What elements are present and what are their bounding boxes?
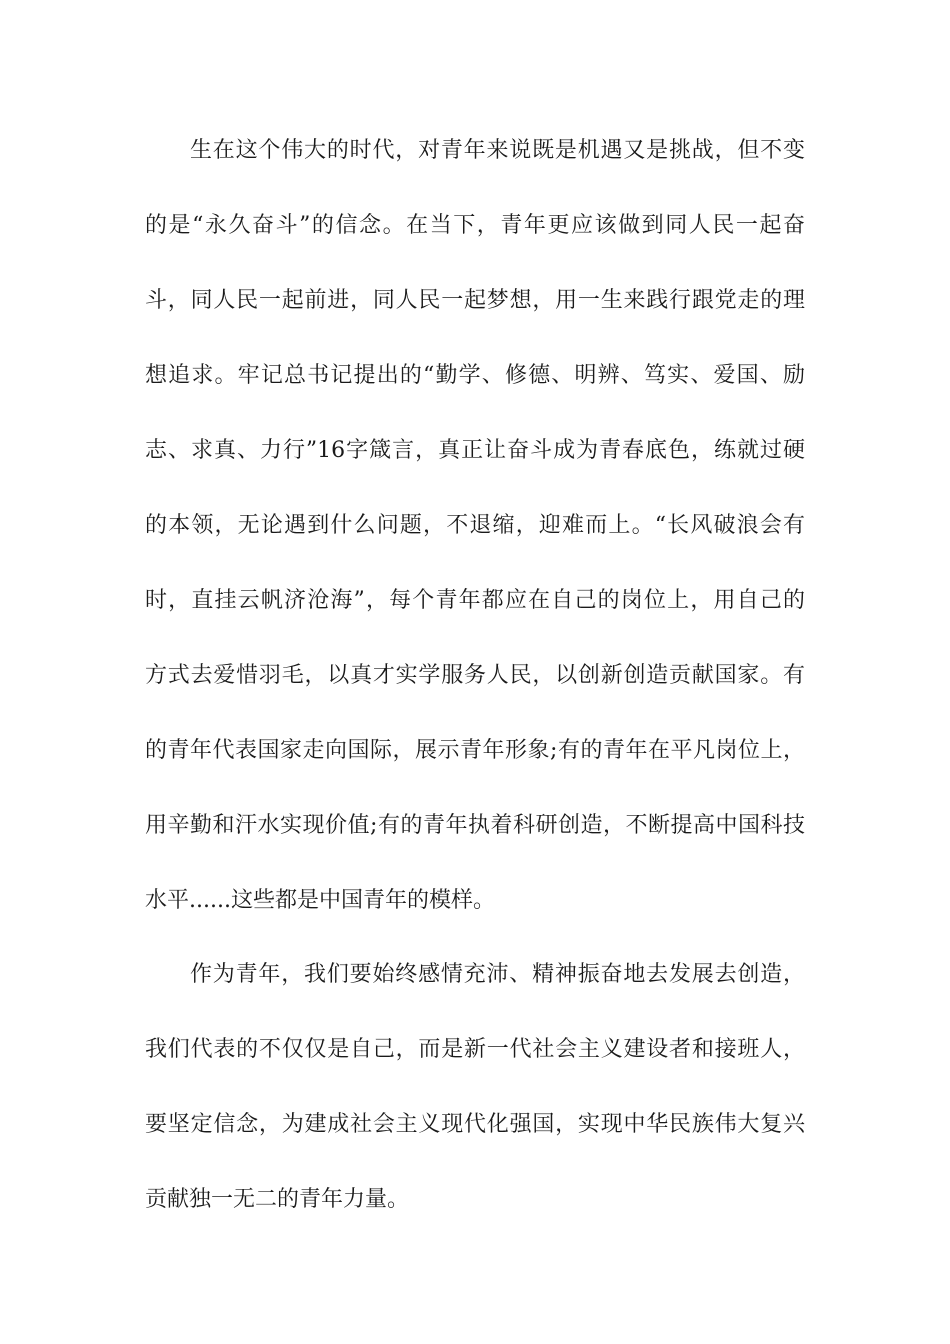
paragraph-line: 要坚定信念，为建成社会主义现代化强国，实现中华民族伟大复兴 <box>145 1112 805 1137</box>
paragraph-line: 水平......这些都是中国青年的模样。 <box>145 888 495 913</box>
paragraph-line: 的青年代表国家走向国际，展示青年形象;有的青年在平凡岗位上， <box>145 738 805 763</box>
paragraph-line: 想追求。牢记总书记提出的“勤学、修德、明辨、笃实、爱国、励 <box>145 363 805 388</box>
paragraph-line: 斗，同人民一起前进，同人民一起梦想，用一生来践行跟党走的理 <box>145 288 805 313</box>
paragraph-line: 用辛勤和汗水实现价值;有的青年执着科研创造，不断提高中国科技 <box>145 813 805 838</box>
paragraph-line: 时，直挂云帆济沧海”，每个青年都应在自己的岗位上，用自己的 <box>145 588 805 613</box>
paragraph-line: 的是“永久奋斗”的信念。在当下，青年更应该做到同人民一起奋 <box>145 213 805 238</box>
paragraph-line: 的本领，无论遇到什么问题，不退缩，迎难而上。“长风破浪会有 <box>145 513 805 538</box>
paragraph-line: 志、求真、力行”16字箴言，真正让奋斗成为青春底色，练就过硬 <box>145 438 805 463</box>
paragraph-line: 我们代表的不仅仅是自己，而是新一代社会主义建设者和接班人， <box>145 1037 805 1062</box>
paragraph-line: 方式去爱惜羽毛，以真才实学服务人民，以创新创造贡献国家。有 <box>145 663 805 688</box>
paragraph-line: 贡献独一无二的青年力量。 <box>145 1187 410 1212</box>
paragraph-line: 生在这个伟大的时代，对青年来说既是机遇又是挑战，但不变 <box>190 138 805 163</box>
paragraph-line: 作为青年，我们要始终感情充沛、精神振奋地去发展去创造， <box>190 962 805 987</box>
